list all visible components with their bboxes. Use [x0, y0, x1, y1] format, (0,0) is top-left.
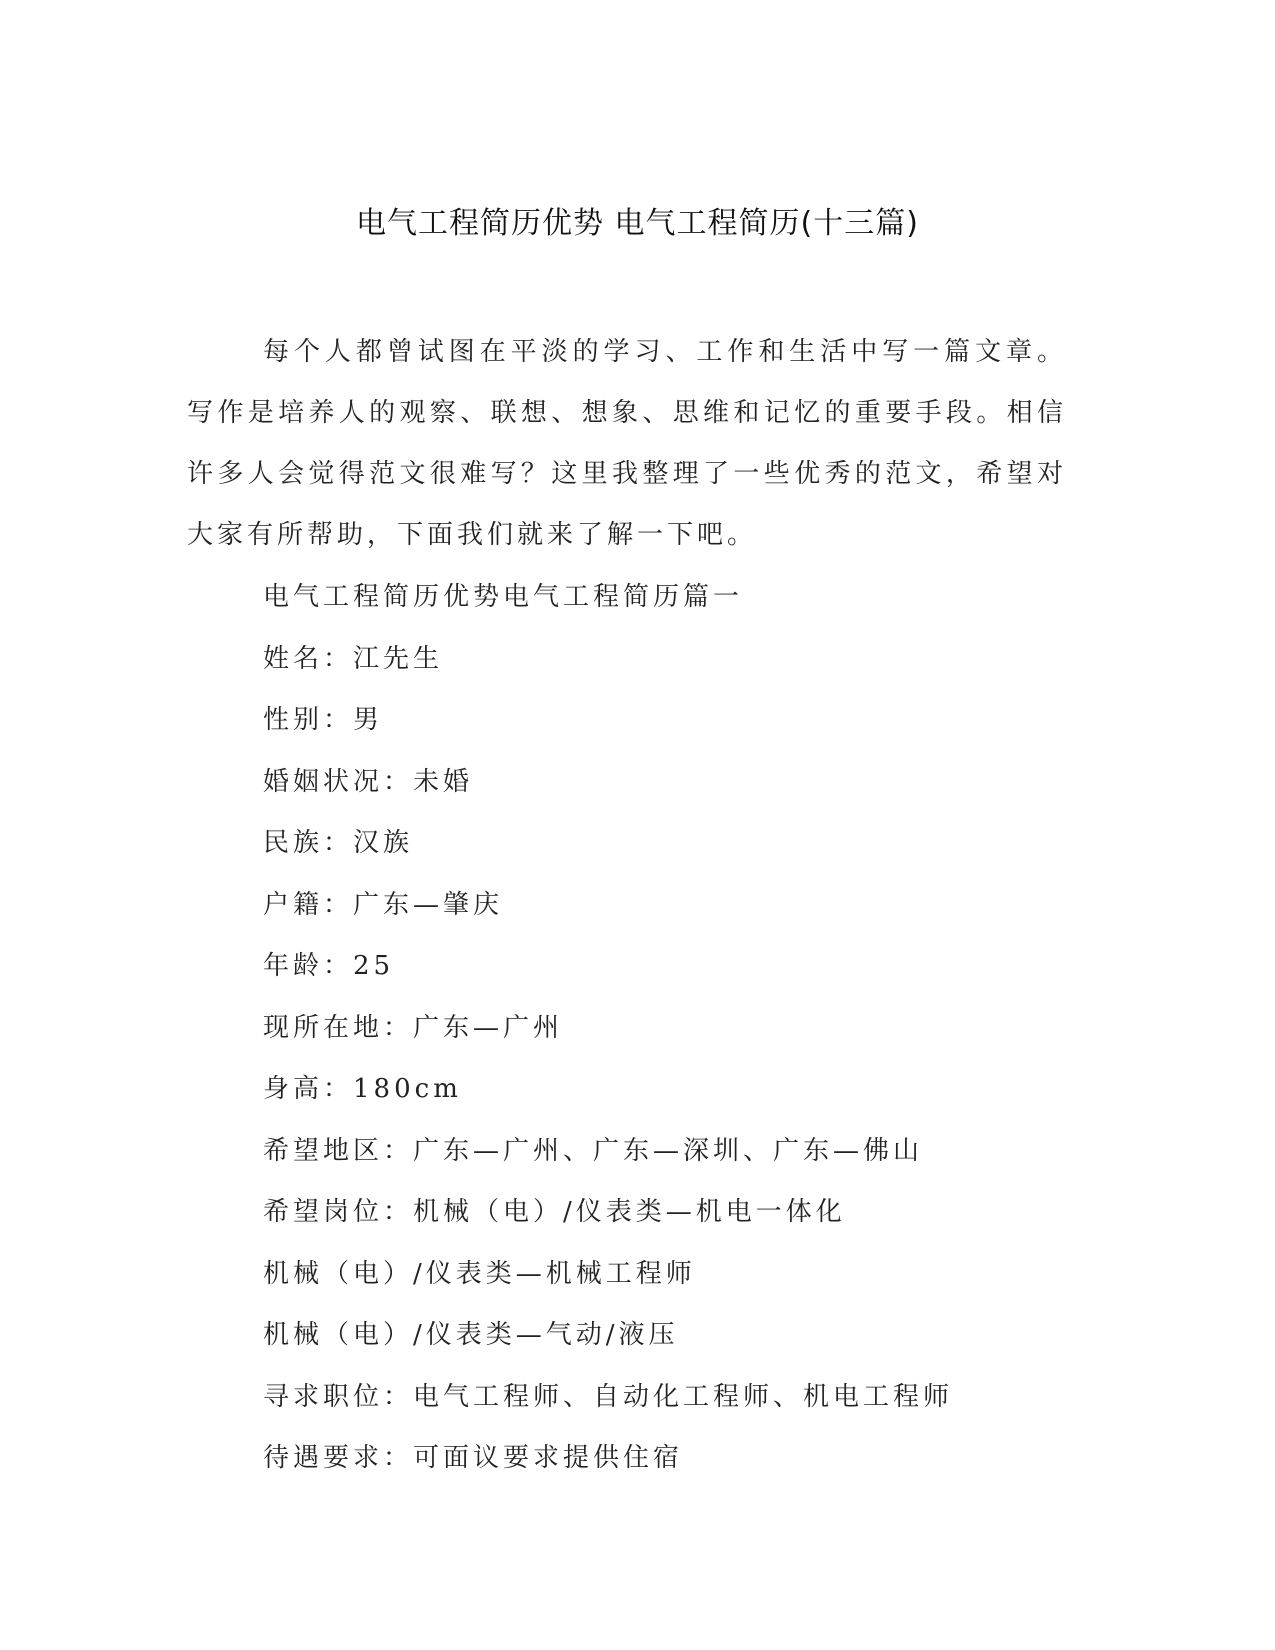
field-desired-position: 希望岗位：机械（电）/仪表类—机电一体化	[263, 1197, 846, 1227]
resume-content	[263, 567, 1103, 1490]
field-name: 姓名：江先生	[263, 643, 444, 674]
field-current-location: 现所在地：广东—广州	[263, 1012, 564, 1043]
field-ethnicity: 民族：汉族	[263, 828, 414, 858]
field-desired-position-2: 机械（电）/仪表类—机械工程师	[263, 1258, 696, 1289]
field-gender: 性别：男	[263, 705, 384, 735]
field-sought-job: 寻求职位：电气工程师、自动化工程师、机电工程师	[263, 1381, 954, 1412]
field-desired-region: 希望地区：广东—广州、广东—深圳、广东—佛山	[263, 1135, 924, 1166]
field-marital-status: 婚姻状况：未婚	[263, 766, 474, 797]
field-age: 年龄：25	[263, 951, 395, 981]
field-salary-requirement: 待遇要求：可面议要求提供住宿	[263, 1443, 684, 1473]
field-household-registration: 户籍：广东—肇庆	[263, 889, 504, 920]
intro-paragraph: 每个人都曾试图在平淡的学习、工作和生活中写一篇文章。写作是培养人的观察、联想、想象、思维和记忆的重要手段。相信许多人会觉得范文很难写？这里我整理了一些优秀的范文，希望对大家有所帮助，下面我们就来了解一下吧。	[187, 337, 1067, 550]
section-heading: 电气工程简历优势电气工程简历篇一	[263, 582, 744, 612]
field-height: 身高：180cm	[263, 1074, 462, 1104]
document-title: 电气工程简历优势 电气工程简历(十三篇)	[356, 206, 919, 241]
field-desired-position-3: 机械（电）/仪表类—气动/液压	[263, 1320, 679, 1350]
